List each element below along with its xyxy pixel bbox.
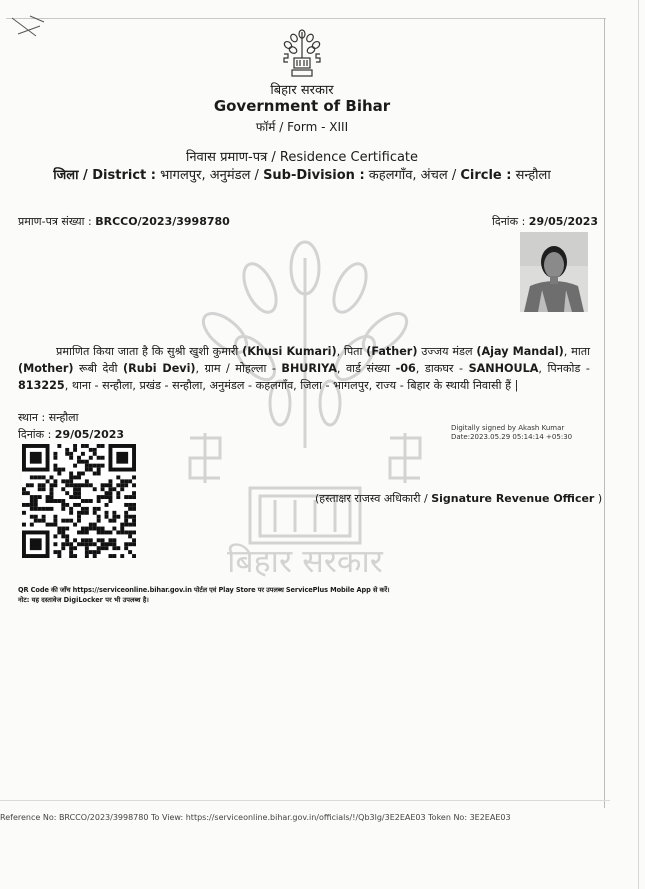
village: BHURIYA: [281, 362, 337, 375]
qr-verification-note: QR Code की जाँच https://serviceonline.bihar.gov.in पोर्टल एवं Play Store पर उपलब्ध ServicePlus Mobile App से करें।: [18, 586, 390, 594]
certificate-type: निवास प्रमाण-पत्र / Residence Certificate: [185, 150, 419, 165]
cert-no-value: BRCCO/2023/3998780: [95, 215, 230, 228]
father-name: (Ajay Mandal): [476, 345, 564, 358]
cert-no-label: प्रमाण-पत्र संख्या :: [18, 215, 96, 228]
body-part: प्रमाणित किया जाता है कि सुश्री खुशी कुमारी: [56, 345, 243, 358]
circle-label: Circle :: [460, 168, 512, 183]
subdivision-label: Sub-Division :: [263, 168, 365, 183]
applicant-photo: [520, 232, 588, 312]
certificate-body: [18, 343, 590, 394]
watermark-text: बिहार सरकार: [227, 542, 383, 578]
scan-edge: [638, 0, 639, 889]
place-date-line: [18, 427, 124, 442]
body-part: रूबी देवी: [73, 362, 124, 375]
body-part: , डाकघर -: [415, 362, 469, 375]
place-label: स्थान :: [18, 411, 49, 424]
certificate-number: [18, 214, 230, 229]
signature-line: [315, 491, 602, 506]
place-date-value: 29/05/2023: [54, 428, 125, 441]
body-part: , माता: [563, 345, 590, 358]
signature-close: ): [594, 492, 603, 505]
signature-hindi: (हस्ताक्षर राजस्व अधिकारी /: [315, 492, 432, 505]
digital-sign-name: Digitally signed by Akash Kumar: [451, 424, 565, 432]
digital-sign-date: Date:2023.05.29 05:14:14 +05:30: [451, 433, 573, 441]
district-line: [0, 165, 604, 183]
page-edge-top: [6, 18, 606, 19]
body-part: , थाना - सन्हौला, प्रखंड - सन्हौला, अनुमंडल - कहलगाँव, जिला - भागलपुर, राज्य - बिहार के स्थायी निवासी हैं |: [64, 379, 519, 392]
body-part: उज्जय मंडल: [417, 345, 477, 358]
qr-code[interactable]: [21, 444, 137, 558]
page-edge-right: [604, 18, 605, 808]
father-label: (Father): [366, 345, 418, 358]
hindi-title: बिहार सरकार: [270, 83, 334, 98]
issue-date: [492, 214, 598, 229]
district-value: भागलपुर, अनुमंडल /: [155, 168, 264, 183]
subdivision-value: कहलगाँव, अंचल /: [364, 168, 461, 183]
mother-name: (Rubi Devi): [123, 362, 196, 375]
body-part: , पिनकोड -: [538, 362, 590, 375]
government-title: Government of Bihar: [213, 97, 391, 115]
district-label: जिला / District :: [53, 168, 156, 183]
body-part: , वार्ड संख्या: [336, 362, 396, 375]
date-label: दिनांक :: [492, 215, 529, 228]
place-line: [18, 410, 78, 425]
post-office: SANHOULA: [468, 362, 539, 375]
applicant-name: (Khusi Kumari): [242, 345, 337, 358]
form-number: फॉर्म / Form - XIII: [255, 120, 349, 134]
digilocker-note: नोट: यह दस्तावेज DigiLocker पर भी उपलब्ध है।: [18, 596, 149, 604]
ward-no: -06: [395, 362, 416, 375]
page-fold-line: [0, 800, 610, 801]
body-part: , ग्राम / मोहल्ला -: [195, 362, 282, 375]
pen-mark-icon: [10, 14, 50, 44]
place-date-label: दिनांक :: [18, 428, 55, 441]
place-value: सन्हौला: [48, 411, 79, 424]
body-part: , पिता: [336, 345, 367, 358]
date-value: 29/05/2023: [528, 215, 599, 228]
circle-value: सन्हौला: [511, 168, 551, 183]
reference-footer: Reference No: BRCCO/2023/3998780 To View: https://serviceonline.bihar.gov.in/officials/!/Qb3lg/3E2EAE03 Token No: 3E2EAE03: [0, 813, 511, 822]
watermark-emblem: [180, 238, 430, 578]
mother-label: (Mother): [18, 362, 74, 375]
bihar-emblem-icon: [278, 28, 326, 78]
signature-english: Signature Revenue Officer: [431, 492, 595, 505]
pincode: 813225: [18, 379, 65, 392]
